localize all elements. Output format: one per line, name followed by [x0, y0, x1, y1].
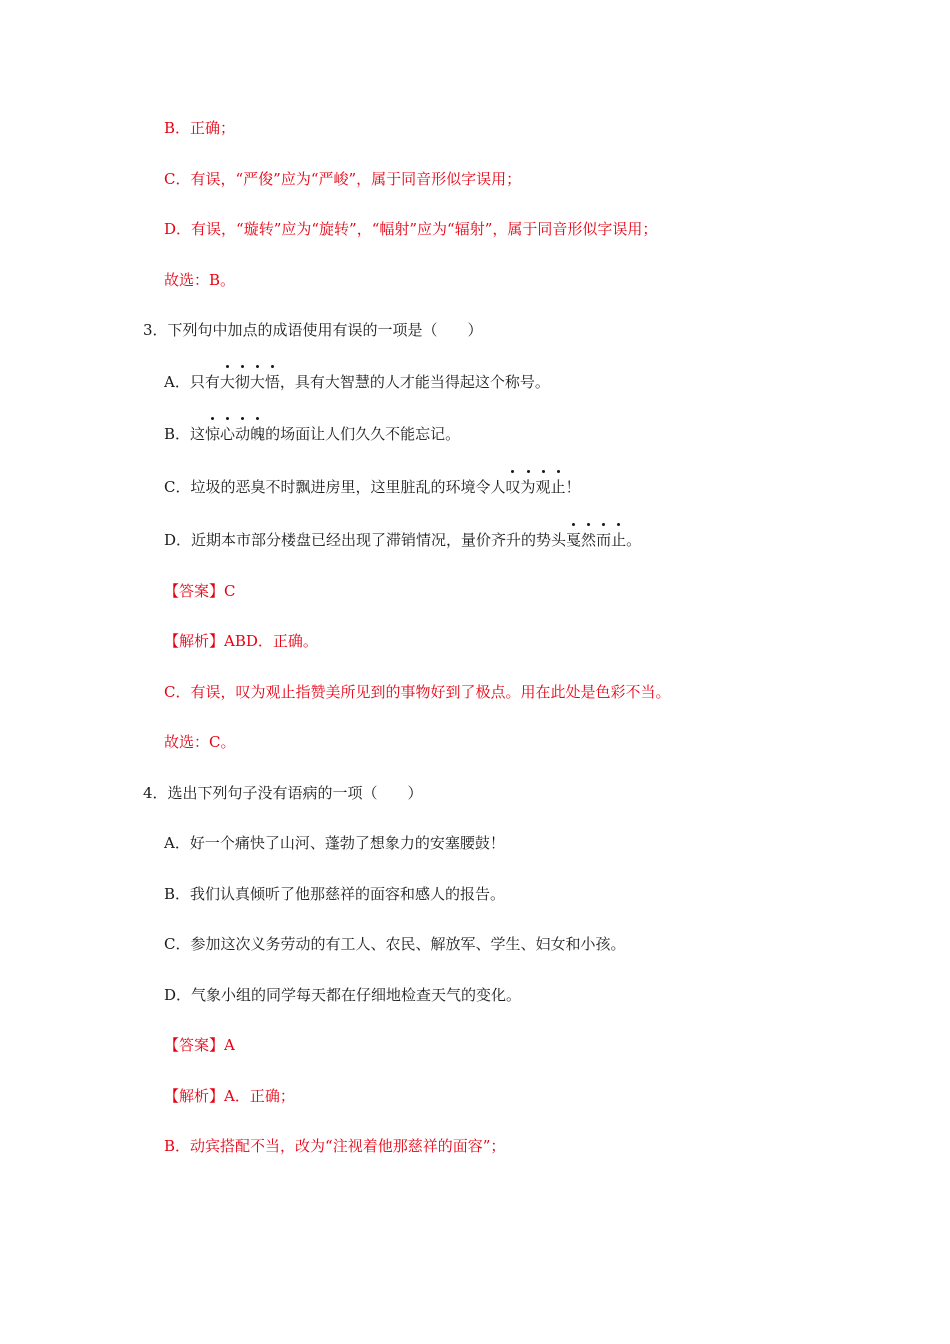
answer-value: A: [224, 1036, 235, 1054]
q4-analysis: [164, 1086, 295, 1106]
dotted-char: 戛: [566, 531, 582, 549]
dotted-char: 而: [596, 531, 612, 549]
q3-option-a: [164, 372, 550, 392]
q4-option-b-explanation: B．动宾搭配不当，改为“注视着他那慈祥的面容”；: [164, 1137, 506, 1155]
dotted-char: 止: [611, 531, 627, 549]
q3-analysis: [164, 631, 318, 651]
prev-option-d-explanation: D．有误，“璇转”应为“旋转”，“幅射”应为“辐射”，属于同音形似字误用；: [164, 220, 658, 238]
q3-option-c: [164, 477, 581, 497]
dotted-char: 动: [235, 425, 251, 443]
q3-option-b-pre: B．这: [164, 425, 206, 443]
dotted-char: 然: [581, 531, 597, 549]
q4-stem: 4．选出下列句子没有语病的一项（ ）: [143, 784, 423, 802]
q4-answer: [164, 1035, 235, 1055]
dotted-char: 观: [535, 478, 551, 496]
analysis-text: A．正确；: [224, 1087, 295, 1105]
q3-option-c-pre: C．垃圾的恶臭不时飘进房里，这里脏乱的环境令人: [164, 478, 506, 496]
analysis-text: ABD．正确。: [224, 632, 318, 650]
q3-option-b-post: 的场面让人们久久不能忘记。: [265, 425, 461, 443]
q4-option-b: B．我们认真倾听了他那慈祥的面容和感人的报告。: [164, 885, 506, 903]
q3-option-c-explanation: C．有误，叹为观止指赞美所见到的事物好到了极点。用在此处是色彩不当。: [164, 683, 671, 701]
answer-value: C: [224, 582, 236, 600]
analysis-tag: 【解析】: [164, 1087, 225, 1105]
dotted-char: 惊: [205, 425, 221, 443]
dotted-char: 心: [220, 425, 236, 443]
dotted-char: 魄: [250, 425, 266, 443]
dotted-char: 止: [550, 478, 566, 496]
q4-option-d: D．气象小组的同学每天都在仔细地检查天气的变化。: [164, 986, 522, 1004]
q3-option-d-pre: D．近期本市部分楼盘已经出现了滞销情况，量价齐升的势头: [164, 531, 567, 549]
q3-option-b: [164, 424, 460, 444]
answer-tag: 【答案】: [164, 582, 225, 600]
q3-choice: 故选：C。: [164, 733, 236, 751]
dotted-char: 彻: [234, 373, 250, 391]
dotted-char: 大: [249, 373, 265, 391]
q3-option-d: [164, 530, 641, 550]
q3-option-a-post: ，具有大智慧的人才能当得起这个称号。: [279, 373, 550, 391]
prev-option-b-explanation: B．正确；: [164, 119, 236, 137]
answer-tag: 【答案】: [164, 1036, 225, 1054]
analysis-tag: 【解析】: [164, 632, 225, 650]
q3-option-d-post: 。: [626, 531, 642, 549]
dotted-char: 叹: [505, 478, 521, 496]
q4-option-a: A．好一个痛快了山河、蓬勃了想象力的安塞腰鼓！: [164, 834, 505, 852]
q3-option-a-pre: A．只有: [164, 373, 220, 391]
q3-option-c-post: ！: [565, 478, 581, 496]
prev-option-c-explanation: C．有误，“严俊”应为“严峻”，属于同音形似字误用；: [164, 170, 522, 188]
q3-stem: 3．下列句中加点的成语使用有误的一项是（ ）: [143, 321, 483, 339]
q4-option-c: C．参加这次义务劳动的有工人、农民、解放军、学生、妇女和小孩。: [164, 935, 626, 953]
prev-choice: 故选：B。: [164, 271, 236, 289]
dotted-char: 为: [520, 478, 536, 496]
dotted-char: 悟: [264, 373, 280, 391]
q3-answer: [164, 581, 236, 601]
dotted-char: 大: [219, 373, 235, 391]
